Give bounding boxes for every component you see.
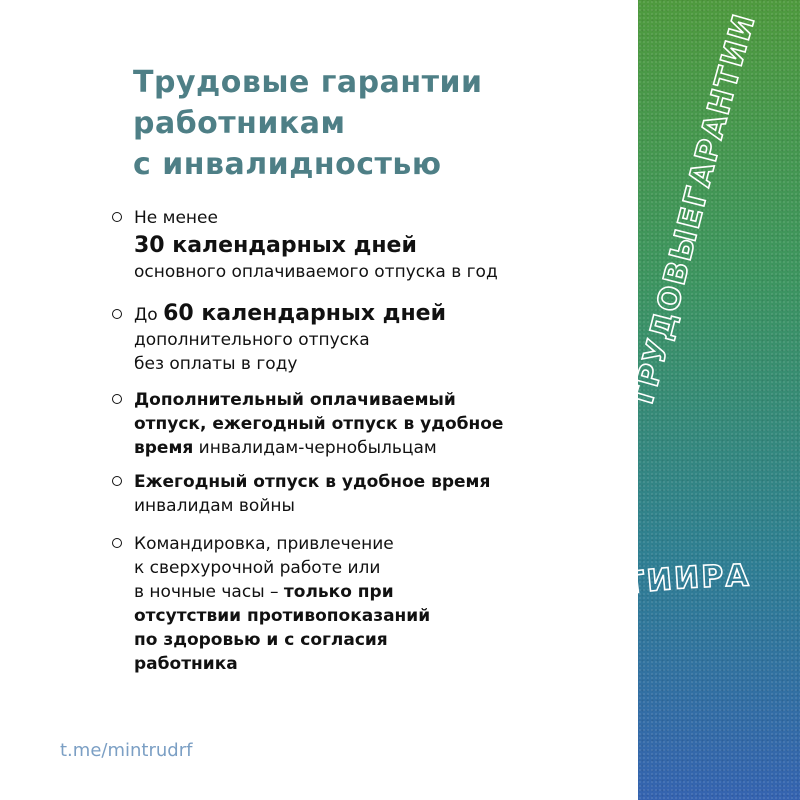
item-text: инвалидам войны — [134, 496, 295, 516]
item-text-bold: только при — [283, 582, 394, 602]
title-line: Трудовые гарантии — [133, 65, 483, 100]
title-line: с инвалидностью — [133, 147, 442, 182]
item-text-bold: отпуск, ежегодный отпуск в удобное — [134, 414, 504, 434]
ring-lettering-top: ТРУДОВЫЕГАРАНТИИ — [624, 8, 763, 413]
item-highlight: 30 календарных дней — [134, 233, 417, 258]
item-text: Не менее — [134, 208, 218, 228]
telegram-link[interactable]: t.me/mintrudrf — [60, 740, 193, 761]
item-text-bold: Дополнительный оплачиваемый — [134, 390, 456, 410]
item-text-bold: время — [134, 438, 194, 458]
item-text-bold: работника — [134, 654, 238, 674]
item-text-bold: по здоровью и с согласия — [134, 630, 388, 650]
item-text: к сверхурочной работе или — [134, 558, 381, 578]
item-text: основного оплачиваемого отпуска в год — [134, 262, 498, 282]
item-text: До — [134, 305, 164, 325]
item-text: в ночные часы – — [134, 582, 284, 602]
item-text-bold: Ежегодный отпуск в удобное время — [134, 472, 491, 492]
item-text: без оплаты в году — [134, 354, 298, 374]
ring-lettering-band: ТРУДОВЫЕГАРАНТИИРА — [368, 558, 752, 800]
title-line: работникам — [133, 106, 346, 141]
item-text: инвалидам-чернобыльцам — [193, 438, 437, 458]
item-text: Командировка, привлечение — [134, 534, 394, 554]
item-text-bold: отсутствии противопоказаний — [134, 606, 431, 626]
item-text: дополнительного отпуска — [134, 330, 370, 350]
item-highlight: 60 календарных дней — [163, 301, 446, 326]
